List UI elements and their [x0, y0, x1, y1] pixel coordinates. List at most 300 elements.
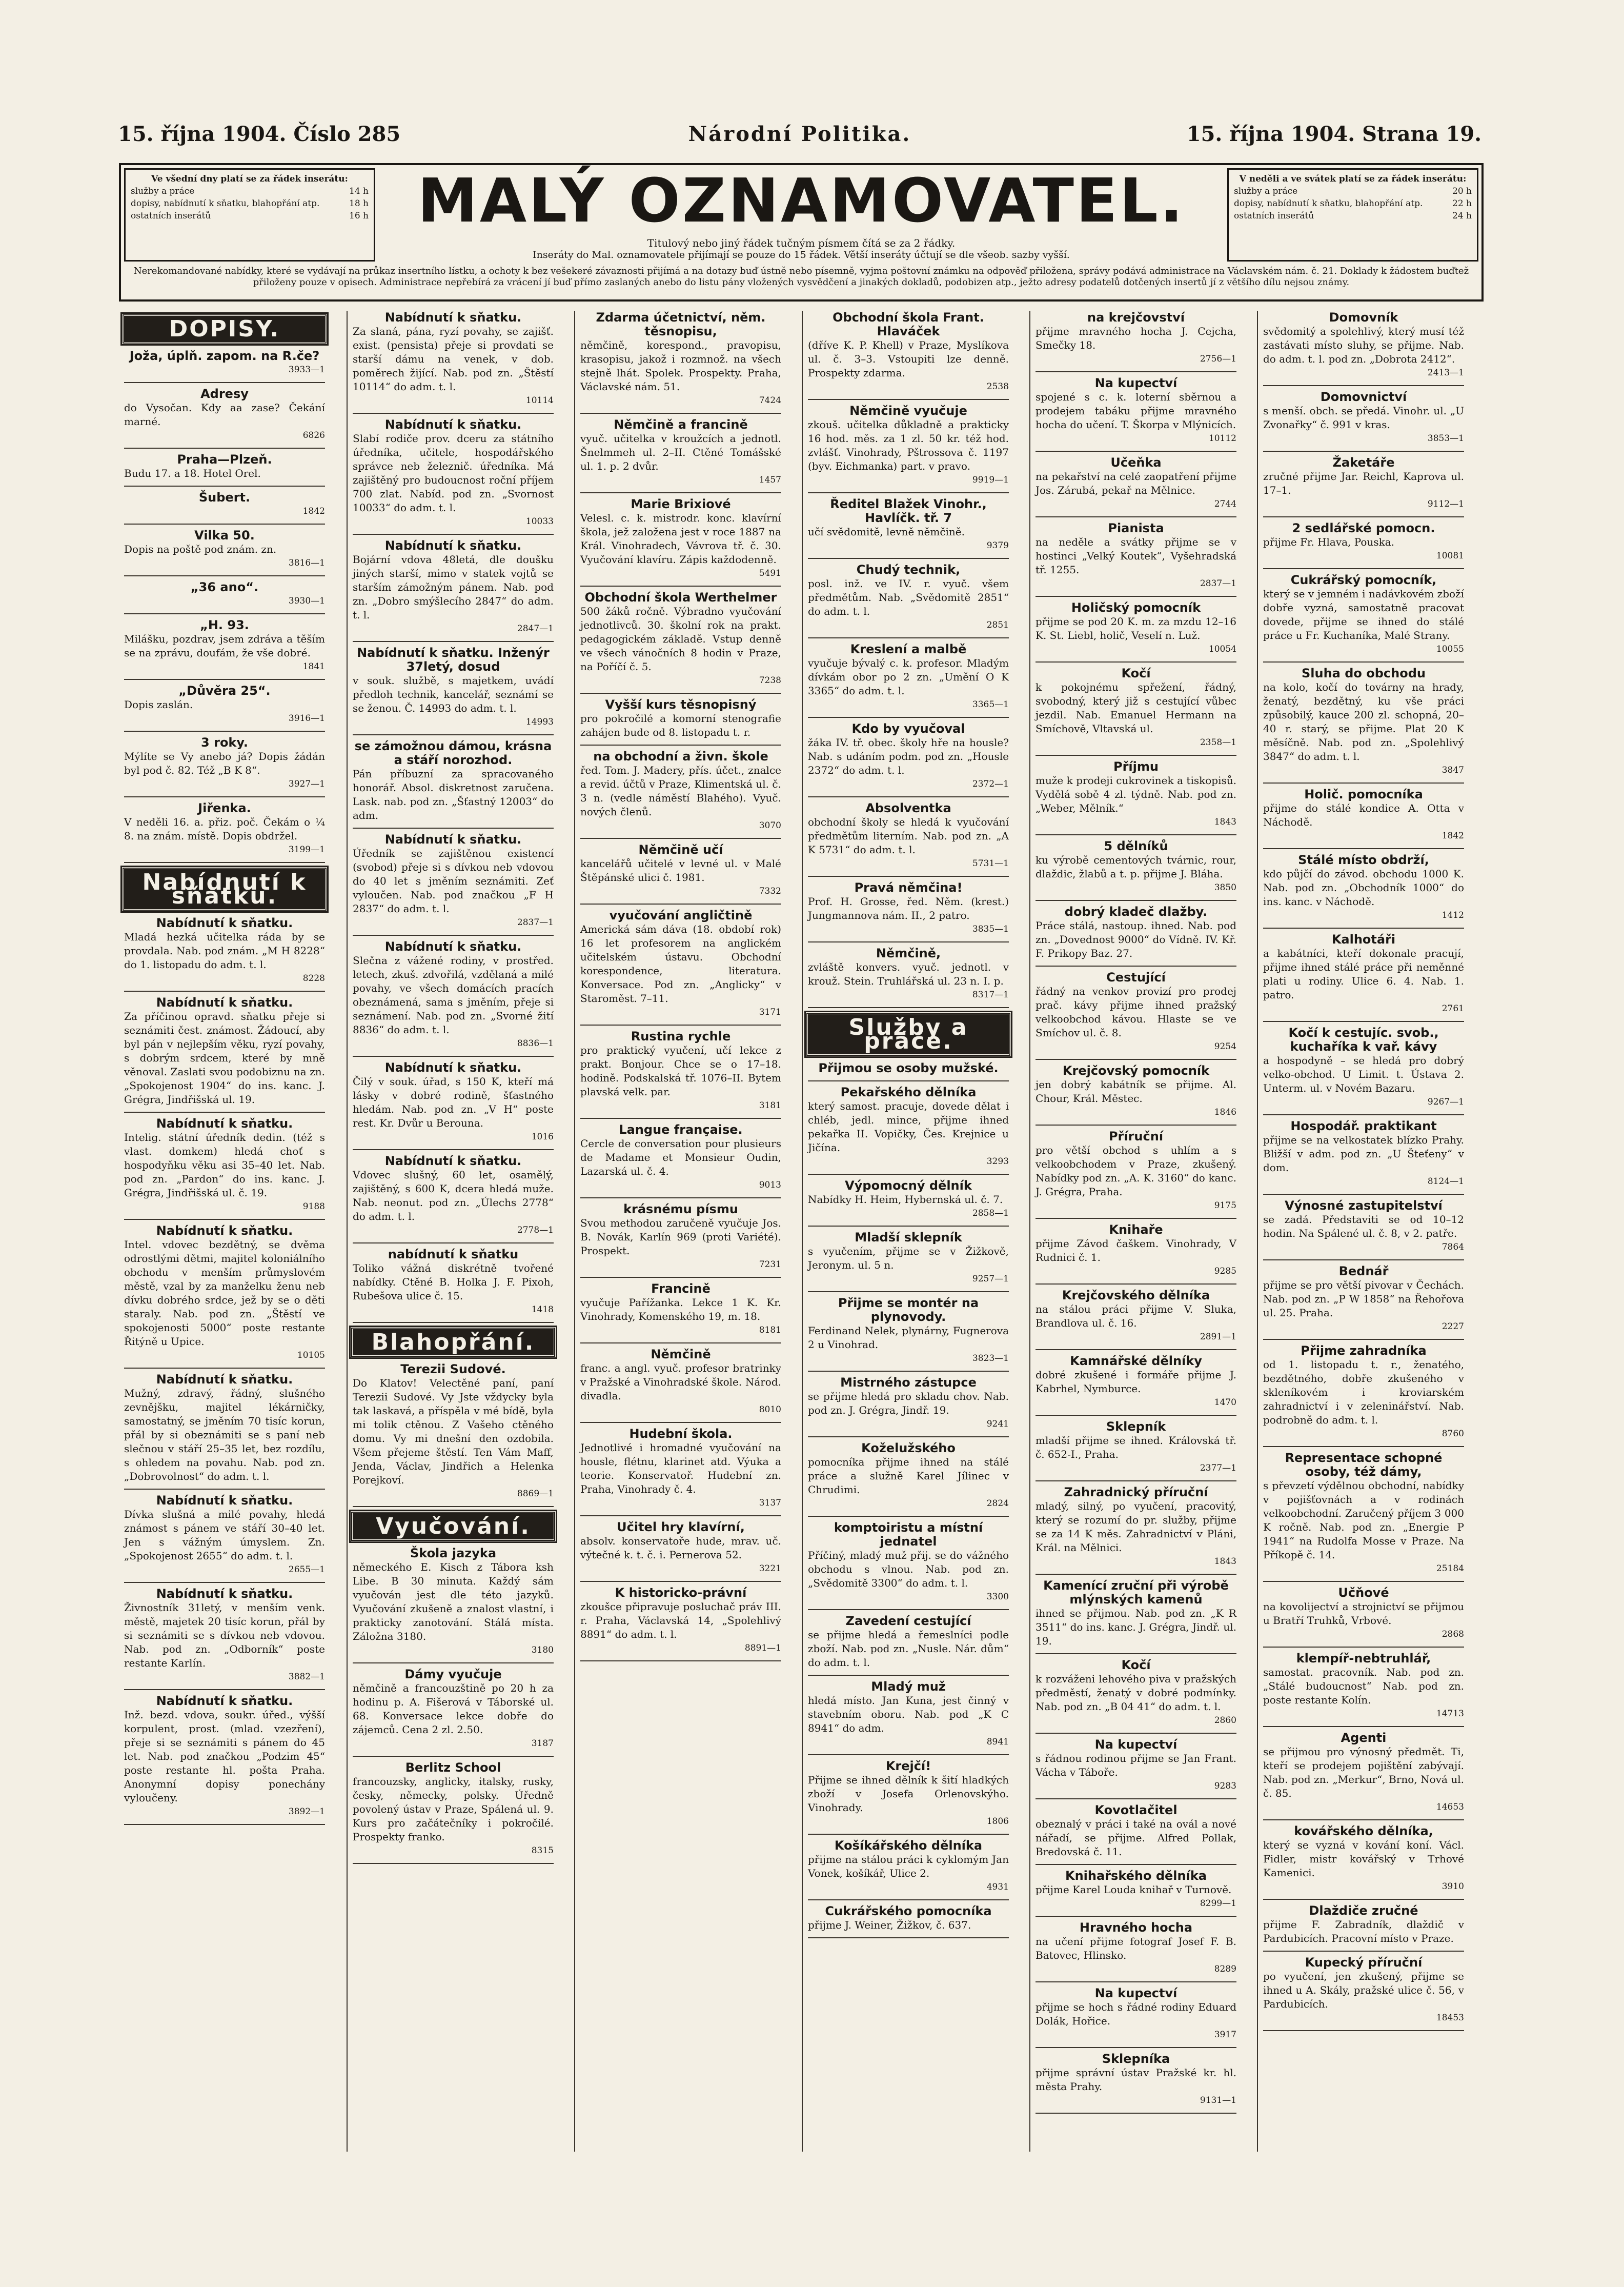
classified-ad: [808, 1086, 1009, 1169]
classified-ad: [580, 1586, 781, 1655]
administration-notice: Nerekomandované nabídky, které se vydávají na průkaz insertního lístku, a ochoty k bez vešekeré závaznosti přijímá a na dotazy buď ústně nebo písemně, vyjma poštovní známku na odpověď přiložena, správy podává administrace na Václavském nám. č. 21. Doklady k žádostem buďtež přiloženy pouze v opisech. Administrace nepřebírá za vrácení jí buď přímo zaslaných anebo do listu pány vložených vysvědčení a jinakých dokladů, podobizen atp., ježto adresy podatelů dotčených insertů jí z většího dílu nejsou známy.: [133, 266, 1469, 288]
ad-text: na kolo, kočí do továrny na hrady, ženatý, bezdětný, ku vše práci způsobilý, kauce 200 zl. schopná, 20–40 r. starý, se přijme. Plat 20 K měsíčně. Nab. pod zn. „Spolehlivý 3847“ do adm. t. l.: [1263, 681, 1464, 763]
ad-heading: Kočí k cestujíc. svob., kuchaříka k vař. kávy: [1288, 1026, 1439, 1054]
column-6: [1257, 311, 1469, 2152]
classified-ad: [1263, 311, 1464, 380]
classified-ad: [1036, 971, 1236, 1054]
ad-text: na neděle a svátky přijme se v hostinci „Velký Koutek“, Vyšehradská tř. 1255.: [1036, 536, 1236, 576]
ad-text: Přijme se ihned dělník k šití hladkých zboží v Josefa Orlenovskýho. Vinohrady.: [808, 1774, 1009, 1814]
ad-heading: Dlaždiče zručné: [1309, 1903, 1418, 1918]
ad-text: přijme Závod čaškem. Vinohrady, V Rudnici č. 1.: [1036, 1237, 1236, 1263]
classified-ad: [1263, 1956, 1464, 2025]
ad-text: Za slaná, pána, ryzí povahy, se zajišť. exist. (pensista) přeje si provdati se starší dámu na venek, v dob. poměrech žijící. Nab. pod zn. „Štěstí 10114“ do adm. t. l.: [353, 325, 554, 393]
classified-ad: [124, 453, 325, 480]
classified-ad: [124, 618, 325, 674]
ad-text: Toliko vážná diskrétně tvořené nabídky. Ctěné B. Holka J. F. Pixoh, Rubešova ulice č. 15.: [353, 1262, 554, 1302]
ad-heading: Domovnictví: [1320, 390, 1407, 404]
ad-divider: [353, 1506, 554, 1507]
ad-divider: [1036, 1864, 1236, 1865]
classified-ad: [808, 1376, 1009, 1431]
ad-heading: Koželužského: [861, 1441, 956, 1455]
ad-text: vyučuje bývalý c. k. profesor. Mladým dívkám obor po 2 zn. „Umění O K 3365“ do adm. t. l.: [808, 657, 1009, 697]
ad-divider: [1036, 1125, 1236, 1126]
ad-text: Příčiný, mladý muž přij. se do vážného obchodu s vlnou. Nab. pod zn. „Svědomitě 3300“ do adm. t. l.: [808, 1549, 1009, 1589]
classified-ad: [580, 591, 781, 688]
ad-text: s menší. obch. se předá. Vinohr. ul. „U Zvonařky“ č. 991 v kras.: [1263, 405, 1464, 431]
ad-text: svědomitý a spolehlivý, který musí též zastávati místo sluhy, se přijme. Nab. do adm. t. l. pod zn. „Dobrota 2412“.: [1263, 325, 1464, 365]
ad-divider: [580, 1342, 781, 1343]
ad-heading: Sklepníka: [1102, 2052, 1170, 2066]
ad-text: kdo půjčí do závod. obchodu 1000 K. Nab. pod zn. „Obchodník 1000“ do ins. kanc. v Náchodě.: [1263, 868, 1464, 908]
ad-text: přijme se pro větší pivovar v Čechách. Nab. pod zn. „P W 1858“ na Řehořova ul. 25. Praha.: [1263, 1279, 1464, 1319]
ad-text: přijme Karel Louda knihař v Turnově.: [1036, 1883, 1232, 1896]
ad-divider: [1263, 1581, 1464, 1582]
ad-text: na pekařství na celé zaopatření přijme Jos. Zárubá, pekař na Mělnice.: [1036, 470, 1236, 496]
ad-heading: Domovník: [1329, 311, 1398, 325]
ad-divider: [808, 1937, 1009, 1938]
ad-text: Jednotlivé i hromadné vyučování na housle, flétnu, klarinet atd. Výuka a teorie. Konservatoř. Hudební zn. Praha, Vinohrady č. 4.: [580, 1441, 781, 1495]
ad-text: po vyučení, jen zkušený, přijme se ihned u A. Skály, pražské ulice č. 56, v Pardubicích.: [1263, 1970, 1464, 2010]
column-4: [802, 311, 1014, 2152]
ad-text: ku výrobě cementových tvárnic, rour, dlaždic, žlabů a t. p. přijme J. Bláha.: [1036, 854, 1236, 880]
ad-divider: [1263, 928, 1464, 929]
ad-heading: krásnému písmu: [623, 1202, 738, 1216]
ad-divider: [124, 1219, 325, 1220]
ad-heading: Němčině vyučuje: [849, 404, 967, 418]
ad-heading: Zavedení cestující: [845, 1614, 971, 1628]
ad-number: 10105: [297, 1350, 325, 1360]
classified-ad: [1263, 1119, 1464, 1189]
classified-ad: [808, 497, 1009, 553]
ad-heading: Příjmu: [1113, 759, 1159, 774]
ad-number: 1418: [531, 1305, 554, 1315]
classified-ad: [808, 801, 1009, 871]
ad-number: 10054: [1208, 644, 1236, 654]
ad-heading: Výpomocný dělník: [845, 1178, 972, 1193]
ad-heading: Kamenící zruční při výrobě mlýnských kamenů: [1043, 1578, 1229, 1607]
ad-heading: Adresy: [200, 387, 249, 401]
ad-heading: „36 ano“.: [190, 580, 259, 594]
classified-ad: [1263, 667, 1464, 777]
ad-text: Do Klatov! Velectěné paní, paní Terezii Sudové. Vy Jste vždycky byla tak laskavá, a příspěla v mé bídě, byla mi tolik ctěnou. Z Vašeho ctěného domu. Vy mi dnešní den ozdobila. Všem přejeme štěstí. Ten Vám Maff, Jenda, Václav, Jindřich a Helenka Porejkoví.: [353, 1377, 554, 1486]
ad-divider: [124, 524, 325, 525]
ad-text: kancelářů učitelé v levné ul. v Malé Štěpánské ulici č. 1981.: [580, 857, 781, 884]
ad-heading: Kalhotáři: [1331, 932, 1396, 947]
ad-heading: Francině: [651, 1281, 710, 1296]
ad-divider: [1036, 2113, 1236, 2114]
classified-ad: [1036, 839, 1236, 895]
ad-divider: [1036, 1349, 1236, 1350]
ad-number: 8299—1: [1200, 1898, 1236, 1909]
ad-text: řádný na venkov provizí pro prodej prač. kávy přijme ihned pražský velkoobchod kávou. Hlaste se ve Smíchov ul. č. 8.: [1036, 985, 1236, 1039]
classified-ad: [1263, 1026, 1464, 1109]
classified-ad: [580, 750, 781, 833]
ad-divider: [808, 637, 1009, 638]
ad-text: francouzsky, anglicky, italsky, rusky, česky, německy, polsky. Úředně povolený ústav v Praze, Spálená ul. 9. Kurs pro začátečníky i pokročilé. Prospekty franko.: [353, 1775, 554, 1843]
ad-heading: Cukrářský pomocník,: [1290, 573, 1437, 587]
classified-ad: [580, 1030, 781, 1113]
ad-text: vyučuje Pařížanka. Lekce 1 K. Kr. Vinohrady, Komenského 19, m. 18.: [580, 1296, 781, 1322]
ad-number: 3910: [1442, 1881, 1464, 1892]
classified-ad: [580, 1202, 781, 1272]
ad-heading: Mladší sklepník: [855, 1230, 962, 1245]
ad-heading: nabídnutí k sňatku: [388, 1247, 519, 1261]
ad-heading: Němčině učí: [638, 842, 723, 857]
ad-divider: [580, 745, 781, 746]
section-subtitle: Titulový nebo jiný řádek tučným písmem čítá se za 2 řádky.: [647, 237, 956, 249]
ad-heading: Vilka 50.: [194, 528, 255, 543]
ad-number: 3187: [531, 1738, 554, 1749]
ad-heading: Rustina rychle: [631, 1029, 731, 1044]
ad-divider: [124, 796, 325, 797]
ad-number: 9112—1: [1427, 499, 1464, 509]
ad-divider: [124, 1368, 325, 1369]
ad-number: 3816—1: [288, 558, 325, 568]
ad-divider: [580, 1422, 781, 1423]
ad-text: Intelig. státní úředník dedin. (též s vlast. domkem) hledá choť s hospodyňku věku asi 35–40 let. Nab. pod zn. „Pardon“ do ins. kanc. J. Grégra, Jindřišská ul. č. 19.: [124, 1131, 325, 1199]
ad-number: 3293: [986, 1156, 1009, 1167]
classified-ad: [808, 1231, 1009, 1286]
ad-text: od 1. listopadu t. r., ženatého, bezdětného, dobře zkušeného v skleníkovém i kroviarském zahradnictví i v zeleninářství. Nab. podrobně do adm. t. l.: [1263, 1358, 1464, 1426]
classified-ad: [1036, 456, 1236, 511]
ad-number: 8869—1: [517, 1489, 554, 1499]
ad-number: 1470: [1214, 1397, 1236, 1408]
ad-number: 8289: [1214, 1964, 1236, 1974]
ad-divider: [808, 492, 1009, 493]
ad-heading: Nabídnutí k sňatku.: [156, 916, 293, 930]
ad-heading: Jiřenka.: [198, 801, 251, 815]
ad-divider: [124, 1689, 325, 1690]
classified-ad: [1036, 1658, 1236, 1728]
ad-number: 2413—1: [1427, 368, 1464, 378]
ad-number: 1016: [531, 1132, 554, 1142]
ad-text: franc. a angl. vyuč. profesor bratrinky v Pražské a Vinohradské škole. Národ. divadla.: [580, 1362, 781, 1402]
classified-ad: [580, 843, 781, 898]
ad-divider: [808, 399, 1009, 400]
ad-heading: Šubert.: [198, 490, 251, 505]
classified-ad: [580, 698, 781, 739]
classified-ad: [580, 1123, 781, 1192]
ad-divider: [808, 1609, 1009, 1610]
ad-number: 3199—1: [288, 845, 325, 855]
ad-text: V neděli 16. a. přiz. poč. Čekám o ¼ 8. na znám. místě. Dopis obdržel.: [124, 816, 325, 842]
ad-number: 3917: [1214, 2030, 1236, 2040]
ad-heading: Mistrného zástupce: [840, 1375, 977, 1390]
ad-divider: [1263, 1021, 1464, 1022]
ad-text: na stálou práci přijme V. Sluka, Brandlova ul. č. 16.: [1036, 1303, 1236, 1329]
ad-text: přijme na stálou práci k cyklomým Jan Vonek, košíkář, Ulice 2.: [808, 1853, 1009, 1879]
ad-heading: Kočí: [1121, 666, 1151, 680]
ad-number: 3847: [1442, 765, 1464, 775]
ad-heading: Nabídnutí k sňatku. Inženýr 37letý, dosud: [357, 646, 550, 674]
weekday-rate-box: [124, 168, 375, 262]
ad-divider: [1263, 1899, 1464, 1900]
ad-text: (dříve K. P. Khell) v Praze, Myslíkova ul. č. 3–3. Vstoupiti lze denně. Prospekty zdarma.: [808, 339, 1009, 379]
ad-heading: Nabídnutí k sňatku.: [384, 1060, 522, 1075]
ad-divider: [1036, 1733, 1236, 1734]
ad-number: 2744: [1214, 499, 1236, 509]
ad-heading: Učitel hry klavírní,: [617, 1520, 745, 1534]
ad-text: spojené s c. k. loterní sběrnou a prodejem tabáku přijme mravného hocha do učení. T. Škorpa v Mlýnicích.: [1036, 391, 1236, 431]
classified-ad: [1036, 1354, 1236, 1410]
ad-divider: [808, 717, 1009, 718]
ad-divider: [1036, 2047, 1236, 2048]
ad-text: k rozváženi lehového piva v pražských předměstí, ženatý v dobré podmínky. Nab. pod zn. „B 04 41“ do adm. t. l.: [1036, 1673, 1236, 1713]
classified-ad: [1036, 667, 1236, 750]
classified-ad: [124, 387, 325, 443]
ad-number: 9257—1: [972, 1274, 1009, 1284]
classified-ad: [124, 1494, 325, 1577]
classified-ad: [808, 1904, 1009, 1932]
ad-text: se přijme hledá a řemeslníci podle zboží. Nab. pod zn. „Nusle. Nár. dům“ do adm. t. l.: [808, 1629, 1009, 1669]
ad-number: 2761: [1442, 1004, 1464, 1014]
section-title: MALÝ OZNAMOVATEL.: [417, 165, 1185, 236]
ad-number: 3137: [759, 1498, 781, 1508]
ad-divider: [808, 1080, 1009, 1081]
ad-divider: [1263, 1194, 1464, 1195]
ad-text: německého E. Kisch z Tábora ksh Libe. B 30 minuta. Každý sám vyučován jest dle této jazyků. Vyučování zkušeně a znalost vlastní, i prakticky zanotování. Stálá místa. Záložna 3180.: [353, 1561, 554, 1642]
masthead: [119, 163, 1484, 302]
ad-divider: [580, 586, 781, 587]
ad-divider: [808, 1291, 1009, 1292]
ad-heading: Sklepník: [1106, 1419, 1166, 1434]
ad-number: 3927—1: [288, 779, 325, 789]
ad-divider: [1263, 661, 1464, 663]
ad-heading: „Důvěra 25“.: [178, 684, 271, 698]
ad-heading: Berlitz School: [405, 1760, 501, 1775]
ad-heading: Agenti: [1341, 1731, 1387, 1745]
classified-ad: [124, 529, 325, 570]
classified-ad: [1036, 760, 1236, 829]
ad-number: 10055: [1436, 644, 1464, 654]
ad-number: 8124—1: [1427, 1176, 1464, 1187]
ad-number: 9919—1: [972, 475, 1009, 485]
ad-divider: [808, 1371, 1009, 1372]
classified-ad: [1036, 521, 1236, 591]
ad-divider: [1036, 1798, 1236, 1799]
ad-text: na kovolijectví a strojnictví se přijmou u Bratří Truhků, Vrbové.: [1263, 1600, 1464, 1627]
ad-text: pro praktický vyučení, učí lekce z prakt. Bonjour. Chce se o 17–18. hodině. Podskalská tř. 1076–II. Bytem plavská velk. par.: [580, 1044, 781, 1098]
ad-heading: Kreslení a malbě: [850, 642, 967, 656]
ad-number: 3930—1: [288, 596, 325, 606]
ad-text: k pokojnému spřežení, řádný, svobodný, který již s cestující vůbec jezdil. Nab. Emanuel Hermann na Smíchově, Vltavská ul.: [1036, 681, 1236, 735]
ad-heading: vyučování angličtině: [609, 908, 753, 922]
ad-heading: 3 roky.: [201, 735, 248, 750]
ad-number: 2538: [986, 382, 1009, 392]
ad-number: 2891—1: [1200, 1332, 1236, 1342]
ad-divider: [1036, 755, 1236, 756]
ad-heading: Cestující: [1106, 970, 1166, 985]
ad-text: Dopis zaslán.: [124, 698, 193, 711]
ad-divider: [1263, 2030, 1464, 2031]
ad-text: Úředník se zajištěnou existencí (svobod) přeje si s dívkou neb vdovou do 40 let s jměním seznámiti. Zeť vyloučen. Nab. pod značkou „F H 2837“ do adm. t. l.: [353, 847, 554, 915]
ad-heading: Kupecký příruční: [1305, 1955, 1423, 1970]
ad-divider: [124, 991, 325, 992]
ad-text: zručné přijme Jar. Reichl, Kaprova ul. 17–1.: [1263, 470, 1464, 496]
ad-text: Práce stálá, nastoup. ihned. Nab. pod zn. „Dovednost 9000“ do Vídně. IV. Kř. F. Prikopy Baz. 27.: [1036, 919, 1236, 959]
rate-row: dopisy, nabídnutí k sňatku, blahopřání atp. 18 h: [131, 198, 369, 209]
classified-ad: [353, 539, 554, 636]
ad-number: 9267—1: [1427, 1097, 1464, 1107]
classified-ad: [1036, 1130, 1236, 1213]
ad-number: 18453: [1436, 2013, 1464, 2023]
ad-heading: kovářského dělníka,: [1294, 1824, 1433, 1838]
ad-divider: [124, 862, 325, 863]
classified-ad: [1036, 1738, 1236, 1793]
ad-text: přijme do stálé kondice A. Otta v Náchodě.: [1263, 802, 1464, 828]
ad-divider: [353, 1662, 554, 1663]
ad-number: 2377—1: [1200, 1463, 1236, 1473]
ad-number: 9131—1: [1200, 2095, 1236, 2105]
ad-text: s převzetí výdělnou obchodní, nabídky v pojišťovnách a v rodinách velkoobchodní. Zaručený příjem 3 000 K ročně. Nab. pod zn. „Energie P 1941“ na Rudolfa Mosse v Praze. Na Příkopě č. 14.: [1263, 1479, 1464, 1561]
ad-text: muže k prodeji cukrovinek a tiskopisů. Vydělá sobě 4 zl. týdně. Nab. pod zn. „Weber, Mělník.“: [1036, 774, 1236, 814]
classified-ad: [808, 1680, 1009, 1749]
ad-number: 2868: [1442, 1629, 1464, 1639]
ad-text: a hospodyně – se hledá pro dobrý velko-obchod. U Limit. t. Ústava 2. Unterm. ul. v Novém Bazaru.: [1263, 1054, 1464, 1094]
classified-ad: [580, 311, 781, 408]
classified-ad: [1263, 1265, 1464, 1334]
ad-divider: [1036, 516, 1236, 517]
ad-divider: [124, 575, 325, 576]
ad-text: Dívka slušná a milé povahy, hledá známost s pánem ve stáří 30–40 let. Jen s vážným úmyslem. Zn. „Spokojenost 2655“ do adm. t. l.: [124, 1508, 325, 1562]
classified-ad: [808, 722, 1009, 791]
ad-number: 9175: [1214, 1200, 1236, 1211]
ad-number: 2847—1: [517, 624, 554, 634]
page-number: 15. října 1904. Strana 19.: [1186, 122, 1481, 146]
classified-ad: [124, 580, 325, 608]
ad-heading: Pekařského dělníka: [840, 1085, 977, 1099]
ad-heading: Krejčovského dělníka: [1062, 1288, 1210, 1302]
ad-number: 5731—1: [972, 858, 1009, 869]
ad-heading: Holičský pomocník: [1071, 600, 1201, 615]
ad-heading: Bednář: [1338, 1264, 1389, 1278]
classified-ad: [353, 418, 554, 529]
ad-text: přijme mravného hocha J. Cejcha, Smečky 18.: [1036, 325, 1236, 351]
ad-number: 1843: [1214, 817, 1236, 827]
classified-ad: [1036, 1289, 1236, 1344]
ad-heading: Joža, úplň. zapom. na R.če?: [129, 349, 320, 363]
classified-ad: [124, 1694, 325, 1819]
ad-divider: [1036, 371, 1236, 372]
ad-number: 8760: [1442, 1429, 1464, 1439]
ad-text: učí svědomitě, levně němčině.: [808, 526, 965, 538]
ad-divider: [580, 693, 781, 694]
classified-ad: [124, 1117, 325, 1214]
ad-text: 500 žáků ročně. Výbradno vyučování jednotlivců. 30. školní rok na prakt. pedagogickém základě. Vstup denně ve všech vánočních 8 hodin v Praze, na Poříčí č. 5.: [580, 605, 781, 673]
ad-number: 7231: [759, 1259, 781, 1270]
classified-ad: [1036, 1420, 1236, 1475]
classified-ad: [1036, 1486, 1236, 1569]
ad-text: němčině a francouzštině po 20 h za hodinu p. A. Fišerová v Táborské ul. 68. Konversace lekce dobře do zájemců. Cena 2 zl. 2.50.: [353, 1682, 554, 1736]
ad-number: 6826: [302, 430, 325, 440]
classified-ad: [1036, 2052, 1236, 2108]
classified-ad: [808, 643, 1009, 712]
classified-ad: [808, 404, 1009, 487]
classified-ad: [1036, 376, 1236, 446]
ad-divider: [1263, 1647, 1464, 1648]
classified-ad: [1036, 1803, 1236, 1859]
ad-text: přijme J. Weiner, Žižkov, č. 637.: [808, 1919, 971, 1931]
ad-divider: [1263, 1726, 1464, 1727]
ad-number: 9254: [1214, 1041, 1236, 1052]
ad-number: 1842: [1442, 831, 1464, 841]
ad-number: 14993: [525, 717, 554, 727]
ad-text: obchodní školy se hledá k vyučování předmětům literním. Nab. pod zn. „A K 5731“ do adm. t. l.: [808, 816, 1009, 856]
ad-divider: [580, 838, 781, 839]
ad-divider: [580, 1197, 781, 1198]
ad-number: 2358—1: [1200, 737, 1236, 748]
ad-divider: [580, 1581, 781, 1582]
ad-text: do Vysočan. Kdy aa zase? Čekání marné.: [124, 402, 325, 428]
ad-text: přijme správní ústav Pražské kr. hl. města Prahy.: [1036, 2067, 1236, 2093]
rate-row: ostatních inserátů 24 h: [1234, 211, 1472, 221]
ad-heading: Obchodní škola Frant. Hlaváček: [833, 311, 984, 338]
ad-text: němčině, korespond., pravopisu, krasopisu, jakož i rozmnož. na všech stejně lhát. Spolek. Prospekty. Praha, Václavské nám. 51.: [580, 339, 781, 393]
ad-number: 9188: [302, 1201, 325, 1212]
classified-ad: [580, 909, 781, 1019]
ad-number: 2837—1: [1200, 578, 1236, 589]
ad-heading: Na kupectví: [1094, 1986, 1178, 2000]
classified-ad: [124, 801, 325, 857]
classified-ad: [1263, 788, 1464, 843]
classified-ad: [1263, 1586, 1464, 1641]
ad-number: 1846: [1214, 1107, 1236, 1117]
ad-text: Cercle de conversation pour plusieurs de Madame et Monsieur Oudin, Lazarská ul. č. 4.: [580, 1137, 781, 1177]
ad-divider: [1036, 966, 1236, 967]
ad-number: 3070: [759, 820, 781, 831]
ad-heading: Obchodní škola Werthelmer: [584, 590, 777, 605]
column-1: [119, 311, 330, 2152]
ad-divider: [808, 1436, 1009, 1437]
ad-heading: 5 dělníků: [1104, 839, 1168, 853]
ad-text: se přijme hledá pro skladu chov. Nab. pod zn. J. Grégra, Jindř. 19.: [808, 1390, 1009, 1416]
ad-text: jen dobrý kabátník se přijme. Al. Chour, Král. Městec.: [1036, 1078, 1236, 1105]
classified-ad: [580, 1282, 781, 1337]
ad-divider: [580, 1118, 781, 1119]
ad-divider: [808, 941, 1009, 942]
ad-number: 3171: [759, 1007, 781, 1017]
ad-heading: Ředitel Blažek Vinohr., Havlíčk. tř. 7: [830, 497, 987, 525]
ad-divider: [1036, 1059, 1236, 1060]
rate-row: ostatních inserátů 16 h: [131, 211, 369, 221]
classified-ad: [1263, 1824, 1464, 1894]
column-3: [574, 311, 786, 2152]
ad-text: zvláště konvers. vyuč. jednotl. v krouž. Stein. Truhlářská ul. 23 n. I. p.: [808, 961, 1009, 987]
ad-divider: [580, 1660, 781, 1661]
ad-divider: [808, 1226, 1009, 1227]
classified-ad: [353, 1061, 554, 1144]
ad-heading: Němčině: [651, 1347, 711, 1361]
column-2: [347, 311, 559, 2152]
ad-heading: Hudební škola.: [629, 1427, 733, 1441]
ad-number: 3180: [531, 1645, 554, 1655]
ad-divider: [1036, 596, 1236, 597]
ad-number: 2778—1: [517, 1225, 554, 1235]
classified-ad: [580, 497, 781, 580]
ad-heading: Zahradnický příruční: [1064, 1485, 1208, 1499]
ad-heading: klempíř-nebtruhlář,: [1296, 1651, 1431, 1666]
ad-divider: [808, 1675, 1009, 1676]
ad-number: 2756—1: [1200, 354, 1236, 364]
ad-text: Mladá hezká učitelka ráda by se provdala. Nab. pod znám. „M H 8228“ do 1. listopadu do adm. t. l.: [124, 931, 325, 971]
ad-number: 2860: [1214, 1715, 1236, 1726]
ad-number: 3892—1: [288, 1807, 325, 1817]
classified-ad: [808, 881, 1009, 936]
ad-heading: Praha—Plzeň.: [177, 452, 272, 467]
classified-ad: [1036, 1869, 1236, 1911]
ad-divider: [353, 734, 554, 735]
ad-text: Slabí rodiče prov. dceru za státního úředníka, učitele, hospodářského správce neb železnič. úředníka. Má zajištěný pro budoucnost roční příjem 700 zlat. Nabíd. pod zn. „Svornost 10033“ do adm. t. l.: [353, 432, 554, 514]
